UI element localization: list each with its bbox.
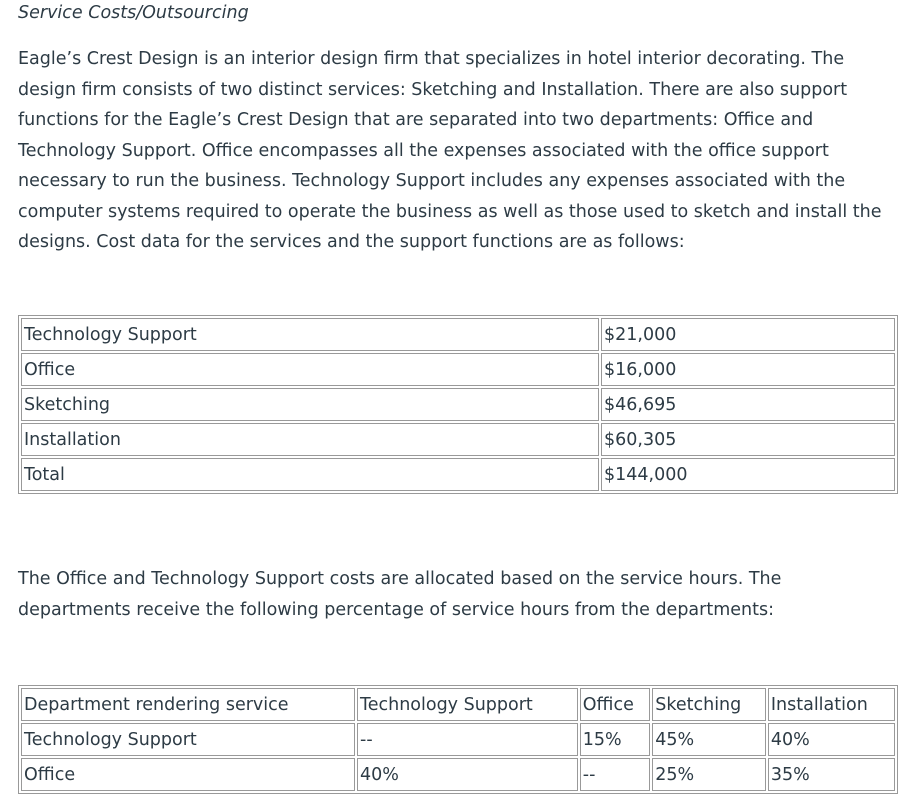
table-cell: Office (21, 758, 355, 791)
cost-label: Installation (21, 423, 599, 456)
cost-value: $21,000 (601, 318, 895, 351)
table-header-row (21, 688, 895, 721)
cost-value: $46,695 (601, 388, 895, 421)
table-row (21, 388, 895, 421)
table-cell: 40% (768, 723, 895, 756)
table-cell: 45% (652, 723, 766, 756)
allocation-paragraph: The Office and Technology Support costs are allocated based on the service hours. The departments receive the following percentage of service hours from the departments: (18, 569, 782, 620)
column-header: Department rendering service (21, 688, 355, 721)
column-header: Technology Support (357, 688, 578, 721)
column-header: Sketching (652, 688, 766, 721)
cost-data-table (18, 315, 898, 494)
table-row (21, 353, 895, 386)
section-heading: Service Costs/Outsourcing (18, 3, 249, 23)
cost-value: $144,000 (601, 458, 895, 491)
table-cell: 15% (580, 723, 650, 756)
service-allocation-table (18, 685, 898, 794)
column-header: Office (580, 688, 650, 721)
column-header: Installation (768, 688, 895, 721)
cost-label: Technology Support (21, 318, 599, 351)
table-row (21, 723, 895, 756)
table-row (21, 423, 895, 456)
table-cell: -- (580, 758, 650, 791)
cost-label: Office (21, 353, 599, 386)
table-cell: 40% (357, 758, 578, 791)
table-cell: -- (357, 723, 578, 756)
cost-value: $16,000 (601, 353, 895, 386)
table-cell: 25% (652, 758, 766, 791)
cost-value: $60,305 (601, 423, 895, 456)
table-row (21, 458, 895, 491)
cost-label: Total (21, 458, 599, 491)
table-cell: 35% (768, 758, 895, 791)
cost-label: Sketching (21, 388, 599, 421)
table-row (21, 318, 895, 351)
table-cell: Technology Support (21, 723, 355, 756)
intro-paragraph: Eagle’s Crest Design is an interior design firm that specializes in hotel interior decorating. The design firm consists of two distinct services: Sketching and Installation. There are also support functions for the Eagle’s Crest Design that are separated into two departments: Office and Technology Support. Office encompasses all the expenses associated with the office support necessary to run the business. Technology Support includes any expenses associated with the computer systems required to operate the business as well as those used to sketch and install the designs. Cost data for the services and the support functions are as follows: (18, 49, 882, 252)
table-row (21, 758, 895, 791)
